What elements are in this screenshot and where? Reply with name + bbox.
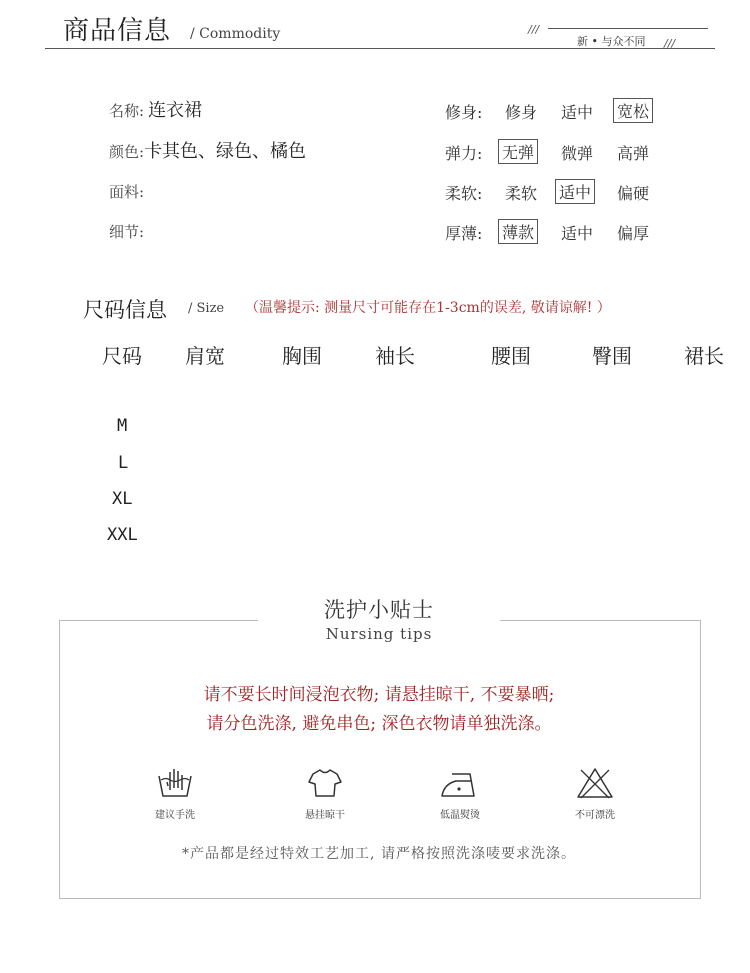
fit-option: 适中: [561, 103, 594, 122]
info-color-row: [109, 137, 306, 163]
color-label: 颜色:: [109, 143, 145, 161]
section-subtitle-commodity: / Commodity: [190, 26, 281, 42]
stretch-option-selected: 无弹: [498, 139, 538, 164]
thickness-option: 适中: [561, 224, 594, 243]
size-table-header: 裙长: [684, 344, 724, 368]
tag-decor-line: [548, 28, 708, 29]
size-table-header: 胸围: [282, 344, 322, 368]
softness-label: 柔软:: [445, 184, 483, 203]
softness-row: [445, 181, 705, 205]
fit-row: [445, 100, 705, 124]
size-table-header: 肩宽: [185, 344, 225, 368]
hand-wash-item: [125, 766, 225, 821]
slash-decor-left: ///: [528, 23, 540, 36]
hand-wash-label: 建议手洗: [155, 810, 195, 821]
section-title-commodity: 商品信息: [63, 16, 172, 46]
care-tips-subtitle: Nursing tips: [325, 625, 433, 643]
size-row-label: XL: [112, 489, 133, 509]
brand-tag: 新 • 与众不同: [577, 35, 646, 48]
care-footnote: *产品都是经过特效工艺加工, 请严格按照洗涤唛要求洗涤。: [182, 846, 576, 862]
stretch-option: 高弹: [617, 144, 650, 163]
care-instruction-line: 请分色洗涤, 避免串色; 深色衣物请单独洗涤。: [206, 714, 552, 734]
info-name-row: [109, 96, 202, 122]
name-value: 连衣裙: [148, 100, 203, 121]
thickness-option: 偏厚: [617, 224, 650, 243]
size-row-label: L: [118, 453, 129, 473]
care-frame-top-right: [500, 620, 700, 621]
thickness-label: 厚薄:: [445, 224, 483, 243]
low-iron-icon: [438, 766, 482, 800]
low-iron-label: 低温熨烫: [440, 810, 480, 821]
detail-label: 细节:: [109, 223, 145, 241]
no-bleach-label: 不可漂洗: [575, 810, 615, 821]
stretch-label: 弹力:: [445, 144, 483, 163]
hang-dry-icon: [305, 766, 345, 800]
stretch-option: 微弹: [561, 144, 594, 163]
fit-label: 修身:: [445, 103, 483, 122]
size-measure-note: （温馨提示: 测量尺寸可能存在1-3cm的误差, 敬请谅解! ）: [245, 300, 611, 316]
no-bleach-icon: [575, 766, 615, 800]
care-frame-top-left: [59, 620, 258, 621]
size-table-header: 袖长: [375, 344, 415, 368]
no-bleach-item: [545, 766, 645, 821]
thickness-row: [445, 221, 705, 245]
softness-option: 偏硬: [617, 184, 650, 203]
softness-option: 柔软: [505, 184, 538, 203]
size-table-header: 腰围: [491, 344, 531, 368]
care-tips-title: 洗护小贴士: [324, 598, 434, 622]
size-row-label: M: [117, 416, 128, 436]
softness-option-selected: 适中: [555, 179, 595, 204]
hang-dry-item: [275, 766, 375, 821]
section-title-size: 尺码信息: [83, 298, 167, 322]
name-label: 名称:: [109, 102, 145, 120]
size-row-label: XXL: [107, 525, 138, 545]
section-subtitle-size: / Size: [188, 301, 225, 316]
fabric-label: 面料:: [109, 183, 145, 201]
care-instruction-line: 请不要长时间浸泡衣物; 请悬挂晾干, 不要暴晒;: [203, 685, 555, 705]
thickness-option-selected: 薄款: [498, 219, 538, 244]
color-value: 卡其色、绿色、橘色: [144, 141, 307, 162]
size-table-header: 尺码: [102, 344, 142, 368]
fit-option: 修身: [505, 103, 538, 122]
low-iron-item: [410, 766, 510, 821]
fit-option-selected: 宽松: [613, 98, 653, 123]
stretch-row: [445, 141, 705, 165]
slash-decor-right: ///: [664, 37, 676, 50]
hang-dry-label: 悬挂晾干: [305, 810, 345, 821]
size-table-header: 臀围: [592, 344, 632, 368]
hand-wash-icon: [155, 766, 195, 800]
